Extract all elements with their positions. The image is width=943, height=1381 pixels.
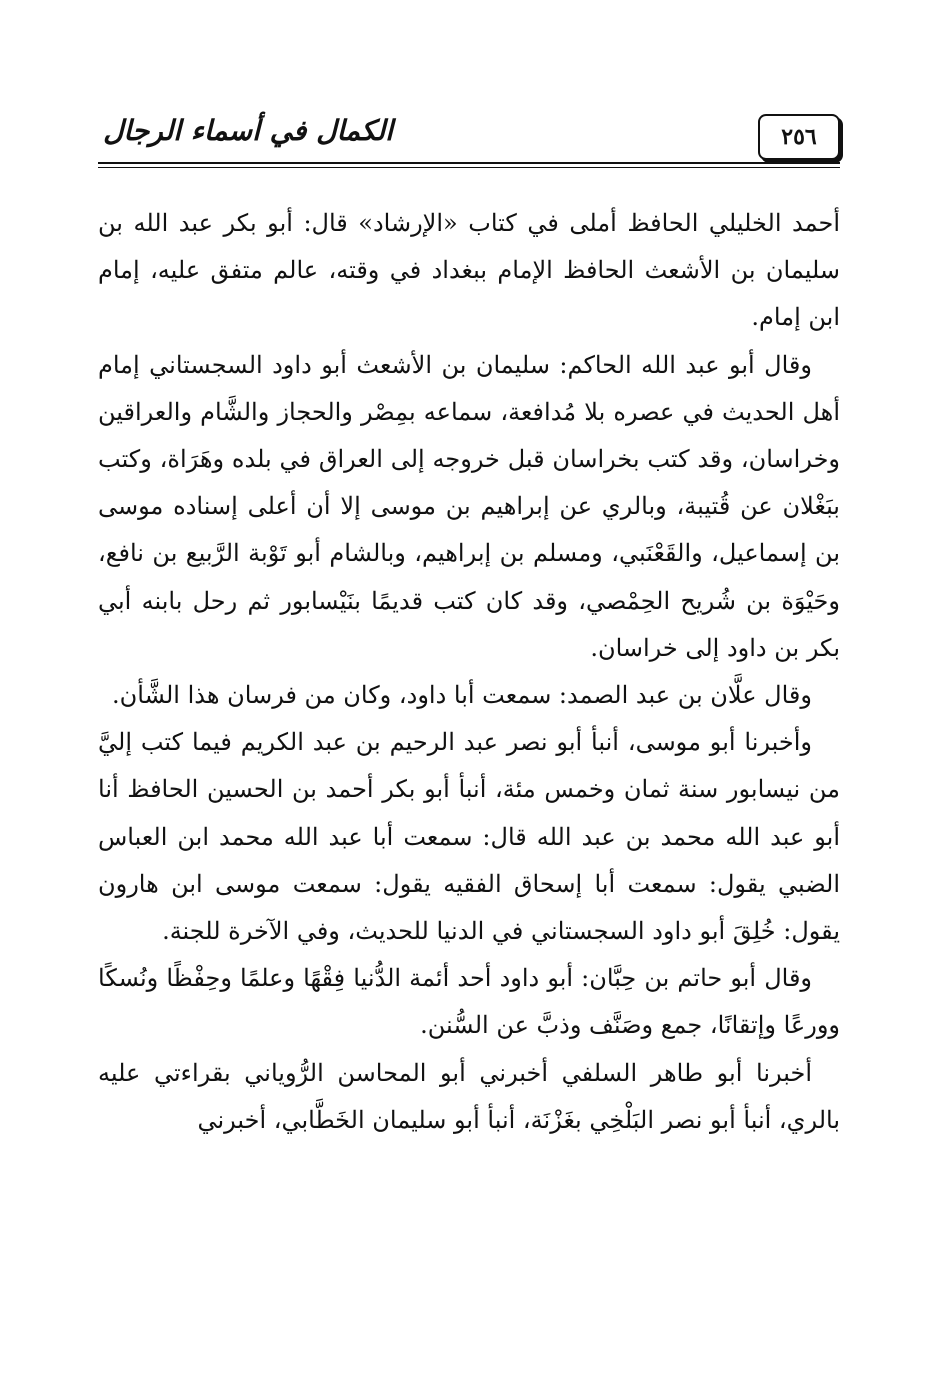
paragraph: وقال علَّان بن عبد الصمد: سمعت أبا داود، وكان من فرسان هذا الشَّأن. [112,681,812,710]
body-text [98,200,840,1144]
header-divider-thin [98,167,840,168]
paragraph: وأخبرنا أبو موسى، أنبأ أبو نصر عبد الرحيم بن عبد الكريم فيما كتب إليَّ من نيسابور سنة ثمان وخمس مئة، أنبأ أبو بكر أحمد بن الحسين الحافظ أنا أبو عبد الله محمد بن عبد الله قال: سمعت أبا عبد الله محمد ابن العباس الضبي يقول: سمعت أبا إسحاق الفقيه يقول: سمعت موسى ابن هارون يقول: خُلِقَ أبو داود السجستاني في الدنيا للحديث، وفي الآخرة للجنة. [98,728,840,946]
paragraph: أحمد الخليلي الحافظ أملى في كتاب «الإرشاد» قال: أبو بكر عبد الله بن سليمان بن الأشعث الحافظ الإمام ببغداد في وقته، عالم متفق عليه، إمام ابن إمام. [98,209,840,332]
book-title: الكمال في أسماء الرجال [103,113,393,147]
page-number: ٢٥٦ [758,114,840,160]
paragraph: وقال أبو عبد الله الحاكم: سليمان بن الأشعث أبو داود السجستاني إمام أهل الحديث في عصره بلا مُدافعة، سماعه بمِصْر والحجاز والشَّام والعراقين وخراسان، وقد كتب بخراسان قبل خروجه إلى العراق في بلده وهَرَاة، وكتب ببَغْلان عن قُتيبة، وبالري عن إبراهيم بن موسى إلا أن أعلى إسناده موسى بن إسماعيل، والقَعْنَبي، ومسلم بن إبراهيم، وبالشام أبو تَوْبة الرَّبيع بن نافع، وحَيْوَة بن شُريح الحِمْصي، وقد كان كتب قديمًا بنَيْسابور ثم رحل بابنه أبي بكر بن داود إلى خراسان. [98,350,840,662]
paragraph: وقال أبو حاتم بن حِبَّان: أبو داود أحد أئمة الدُّنيا فِقْهًا وعلمًا وحِفْظًا ونُسكًا وورعًا وإتقانًا، جمع وصَنَّف وذبَّ عن السُّنن. [98,964,840,1040]
page-header [98,100,840,162]
header-divider [98,162,840,164]
paragraph: أخبرنا أبو طاهر السلفي أخبرني أبو المحاسن الرُّوياني بقراءتي عليه بالري، أنبأ أبو نصر البَلْخِي بغَزْنَة، أنبأ أبو سليمان الخَطَّابي، أخبرني [98,1058,840,1134]
